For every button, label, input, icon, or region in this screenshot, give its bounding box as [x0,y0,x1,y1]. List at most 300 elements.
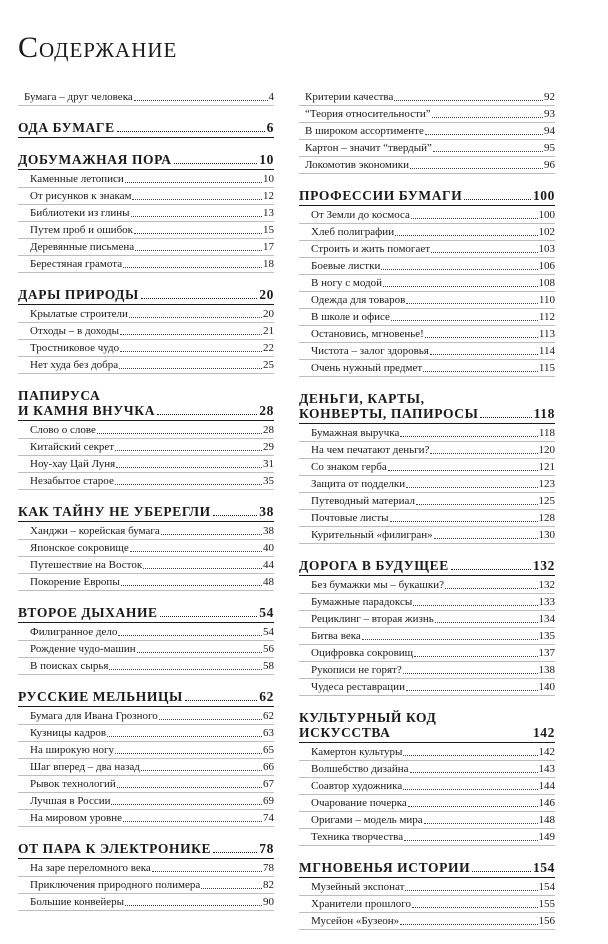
page-title: Содержание [18,31,178,64]
toc-section [18,689,274,827]
dot-leader [425,134,543,135]
toc-entry[interactable] [18,323,274,340]
section-title: ДОБУМАЖНАЯ ПОРА [18,152,172,167]
entry-title: В поисках сырья [30,660,109,672]
toc-entry[interactable] [18,658,274,675]
toc-entry[interactable] [299,795,555,812]
entry-page-number: 100 [538,209,555,221]
entry-page-number: 96 [544,159,555,171]
toc-entry[interactable] [18,759,274,776]
toc-section [18,605,274,675]
section-title: КАК ТАЙНУ НЕ УБЕРЕГЛИ [18,504,211,519]
entry-page-number: 40 [263,542,274,554]
section-heading[interactable] [18,504,274,522]
entry-page-number: 128 [538,512,555,524]
toc-section [18,504,274,591]
entry-title: Крылатые строители [30,308,128,320]
entry-page-number: 142 [538,746,555,758]
toc-entry[interactable] [18,540,274,557]
toc-entry[interactable] [299,241,555,258]
toc-entry[interactable] [299,744,555,761]
dot-leader [413,605,537,606]
dot-leader [394,100,543,101]
toc-entry[interactable] [299,123,555,140]
entry-title: Большие конвейеры [30,896,125,908]
section-title: ПРОФЕССИИ БУМАГИ [299,188,463,203]
toc-entry[interactable] [18,439,274,456]
entry-title: Мусейон «Бузеон» [311,915,400,927]
entry-title: Защита от подделки [311,478,406,490]
dot-leader [161,534,262,535]
section-page-number: 20 [259,287,274,302]
toc-entry[interactable] [18,860,274,877]
entry-page-number: 63 [263,727,274,739]
toc-entry[interactable] [299,879,555,896]
dot-leader [132,199,262,200]
toc-entry[interactable] [18,742,274,759]
entry-page-number: 140 [538,681,555,693]
section-title: ДЕНЬГИ, КАРТЫ, КОНВЕРТЫ, ПАПИРОСЫ [299,391,479,421]
toc-entry[interactable] [18,456,274,473]
toc-entry[interactable] [18,557,274,574]
entry-title: Тростниковое чудо [30,342,120,354]
entry-title: Хлеб полиграфии [311,226,395,238]
dot-leader [130,551,262,552]
entry-page-number: 135 [538,630,555,642]
entry-title: “Теория относительности” [305,108,431,120]
toc-section [299,710,555,846]
toc-entry[interactable] [299,913,555,930]
section-page-number: 10 [259,152,274,167]
entry-page-number: 143 [538,763,555,775]
entry-page-number: 125 [538,495,555,507]
toc-entry[interactable] [299,292,555,309]
entry-page-number: 78 [263,862,274,874]
toc-entry[interactable] [18,725,274,742]
entry-title: Слово о слове [30,424,96,436]
toc-entry[interactable] [299,442,555,459]
section-title: ОТ ПАРА К ЭЛЕКТРОНИКЕ [18,841,212,856]
dot-leader [400,924,537,925]
toc-entry[interactable] [299,778,555,795]
toc-section [299,188,555,377]
dot-leader [445,588,538,589]
toc-entry[interactable] [18,256,274,273]
entry-title: Оригами – модель мира [311,814,423,826]
toc-section [299,558,555,696]
entry-title: Ноу-хау Цай Луня [30,458,116,470]
dot-leader [213,852,257,853]
section-heading[interactable] [299,558,555,576]
entry-page-number: 29 [263,441,274,453]
toc-entry[interactable] [299,224,555,241]
section-page-number: 132 [532,558,555,573]
entry-title: Почтовые листы [311,512,389,524]
section-title: ОДА БУМАГЕ [18,120,115,135]
dot-leader [472,871,531,872]
toc-entry[interactable] [18,793,274,810]
dot-leader [405,890,537,891]
entry-page-number: 44 [263,559,274,571]
dot-leader [423,371,538,372]
toc-entry[interactable] [299,594,555,611]
entry-title: От Земли до космоса [311,209,410,221]
toc-entry[interactable] [299,896,555,913]
entry-title: Бумага – друг человека [24,91,133,103]
toc-entry[interactable] [299,459,555,476]
section-heading[interactable] [18,152,274,170]
entry-page-number: 130 [538,529,555,541]
entry-page-number: 20 [263,308,274,320]
entry-title: Рождение чудо-машин [30,643,136,655]
toc-entry[interactable] [299,510,555,527]
section-heading[interactable] [18,689,274,707]
entry-title: Берестяная грамота [30,258,123,270]
entry-title: Приключения природного полимера [30,879,201,891]
entry-page-number: 17 [263,241,274,253]
toc-entry[interactable] [18,473,274,490]
entry-page-number: 112 [538,311,555,323]
toc-entry[interactable] [18,222,274,239]
toc-entry[interactable] [18,89,274,106]
entry-page-number: 103 [538,243,555,255]
dot-leader [111,804,262,805]
entry-title: Покорение Европы [30,576,120,588]
toc-entry[interactable] [299,812,555,829]
toc-entry[interactable] [299,343,555,360]
toc-entry[interactable] [18,357,274,374]
entry-title: На мировом уровне [30,812,123,824]
entry-page-number: 108 [538,277,555,289]
entry-page-number: 137 [538,647,555,659]
toc-entry[interactable] [18,205,274,222]
entry-page-number: 156 [538,915,555,927]
toc-entry[interactable] [18,171,274,188]
toc-section [18,388,274,490]
entry-title: Библиотеки из глины [30,207,130,219]
section-title: КУЛЬТУРНЫЙ КОД ИСКУССТВА [299,710,437,740]
entry-page-number: 13 [263,207,274,219]
dot-leader [201,888,262,889]
section-page-number: 54 [259,605,274,620]
entry-title: Чудеса реставрации [311,681,405,693]
toc-section [18,152,274,273]
dot-leader [406,303,538,304]
dot-leader [411,218,538,219]
section-title: МГНОВЕНЬЯ ИСТОРИИ [299,860,471,875]
section-page-number: 118 [533,406,555,421]
section-title: РУССКИЕ МЕЛЬНИЦЫ [18,689,183,704]
dot-leader [406,690,538,691]
dot-leader [430,453,537,454]
entry-title: От рисунков к знакам [30,190,132,202]
entry-title: Китайский секрет [30,441,115,453]
section-heading[interactable] [18,605,274,623]
toc-entry[interactable] [299,611,555,628]
dot-leader [412,907,538,908]
dot-leader [430,354,538,355]
dot-leader [115,484,262,485]
entry-page-number: 132 [538,579,555,591]
section-page-number: 154 [532,860,555,875]
entry-title: Лучшая в России [30,795,111,807]
entry-title: Кузницы кадров [30,727,107,739]
dot-leader [125,182,262,183]
entry-title: Рециклинг – вторая жизнь [311,613,434,625]
dot-leader [480,417,531,418]
entry-page-number: 65 [263,744,274,756]
entry-title: Ханджи – корейская бумага [30,525,160,537]
entry-page-number: 93 [544,108,555,120]
dot-leader [118,635,262,636]
entry-page-number: 48 [263,576,274,588]
dot-leader [362,639,538,640]
entry-title: Рукописи не горят? [311,664,402,676]
toc-entry[interactable] [18,340,274,357]
entry-page-number: 67 [263,778,274,790]
entry-page-number: 94 [544,125,555,137]
dot-leader [434,538,538,539]
dot-leader [403,755,537,756]
entry-page-number: 154 [538,881,555,893]
entry-title: Со знаком герба [311,461,387,473]
entry-title: На широкую ногу [30,744,114,756]
entry-page-number: 121 [538,461,555,473]
toc-entry[interactable] [299,761,555,778]
entry-page-number: 54 [263,626,274,638]
entry-title: Деревянные письмена [30,241,135,253]
toc-entry[interactable] [299,679,555,696]
entry-page-number: 106 [538,260,555,272]
dot-leader [137,652,262,653]
entry-page-number: 134 [538,613,555,625]
entry-title: Строить и жить помогает [311,243,431,255]
dot-leader [403,789,537,790]
toc-entry[interactable] [18,776,274,793]
dot-leader [451,569,531,570]
toc-entry[interactable] [299,493,555,510]
dot-leader [400,436,538,437]
dot-leader [406,487,537,488]
dot-leader [464,199,531,200]
dot-leader [121,585,262,586]
toc-entry[interactable] [299,309,555,326]
entry-page-number: 35 [263,475,274,487]
dot-leader [141,770,262,771]
entry-title: Музейный экспонат [311,881,405,893]
dot-leader [119,368,262,369]
entry-page-number: 21 [263,325,274,337]
toc-entry[interactable] [299,326,555,343]
section-title: ПАПИРУСА И КАМНЯ ВНУЧКА [18,388,156,418]
entry-title: Камертон культуры [311,746,403,758]
entry-page-number: 120 [538,444,555,456]
entry-page-number: 25 [263,359,274,371]
entry-title: В школе и офисе [311,311,390,323]
toc-entry[interactable] [18,188,274,205]
entry-title: Чистота – залог здоровья [311,345,429,357]
entry-page-number: 95 [544,142,555,154]
entry-page-number: 74 [263,812,274,824]
dot-leader [425,337,538,338]
dot-leader [391,320,538,321]
entry-page-number: 69 [263,795,274,807]
dot-leader [115,450,262,451]
toc-entry[interactable] [18,708,274,725]
entry-title: Путеводный материал [311,495,415,507]
toc-entry[interactable] [18,574,274,591]
entry-title: Отходы – в доходы [30,325,120,337]
dot-leader [135,250,262,251]
toc-entry[interactable] [299,662,555,679]
section-heading[interactable] [299,710,555,743]
toc-column-left [18,89,274,925]
entry-title: Техника творчества [311,831,404,843]
section-heading[interactable] [18,120,274,138]
toc-entry[interactable] [299,476,555,493]
entry-page-number: 62 [263,710,274,722]
entry-page-number: 22 [263,342,274,354]
dot-leader [383,286,538,287]
toc-entry[interactable] [299,645,555,662]
toc-section [299,391,555,544]
toc-entry[interactable] [18,641,274,658]
section-page-number: 6 [266,120,274,135]
section-heading[interactable] [18,287,274,305]
toc-entry[interactable] [299,157,555,174]
toc-entry[interactable] [18,306,274,323]
entry-page-number: 118 [538,427,555,439]
toc-entry[interactable] [299,425,555,442]
toc-entry[interactable] [18,894,274,911]
toc-section [299,860,555,930]
entry-page-number: 10 [263,173,274,185]
toc-entry[interactable] [299,106,555,123]
entry-title: Одежда для товаров [311,294,406,306]
toc-entry[interactable] [299,360,555,377]
toc-section [18,120,274,138]
toc-entry[interactable] [18,624,274,641]
toc-entry[interactable] [18,810,274,827]
dot-leader [160,616,258,617]
entry-title: Незабытое старое [30,475,114,487]
dot-leader [123,821,262,822]
entry-page-number: 102 [538,226,555,238]
entry-page-number: 110 [538,294,555,306]
entry-title: Курительный «филигран» [311,529,433,541]
toc-column-right [299,89,555,944]
entry-title: На заре переломного века [30,862,151,874]
entry-title: Японское сокровище [30,542,129,554]
dot-leader [134,100,268,101]
section-title: ВТОРОЕ ДЫХАНИЕ [18,605,158,620]
entry-page-number: 138 [538,664,555,676]
dot-leader [404,840,537,841]
entry-title: Нет худа без добра [30,359,119,371]
entry-title: Локомотив экономики [305,159,409,171]
dot-leader [107,736,262,737]
section-title: ДОРОГА В БУДУЩЕЕ [299,558,449,573]
dot-leader [410,168,543,169]
entry-title: Очень нужный предмет [311,362,423,374]
section-heading[interactable] [299,188,555,206]
entry-title: Остановись, мгновенье! [311,328,424,340]
entry-title: Хранители прошлого [311,898,411,910]
toc-entry[interactable] [18,877,274,894]
entry-page-number: 58 [263,660,274,672]
entry-title: Очарование почерка [311,797,407,809]
entry-page-number: 66 [263,761,274,773]
dot-leader [390,521,538,522]
toc-section [18,89,274,106]
entry-page-number: 123 [538,478,555,490]
entry-title: В широком ассортименте [305,125,424,137]
toc-entry[interactable] [299,628,555,645]
dot-leader [97,433,262,434]
toc-entry[interactable] [299,258,555,275]
toc-entry[interactable] [18,239,274,256]
dot-leader [152,871,262,872]
entry-page-number: 133 [538,596,555,608]
section-heading[interactable] [18,388,274,421]
dot-leader [120,334,262,335]
dot-leader [185,700,257,701]
toc-entry[interactable] [299,275,555,292]
dot-leader [410,772,538,773]
toc-entry[interactable] [299,89,555,106]
entry-page-number: 56 [263,643,274,655]
entry-title: Путешествие на Восток [30,559,143,571]
entry-title: Волшебство дизайна [311,763,409,775]
section-heading[interactable] [299,391,555,424]
entry-page-number: 15 [263,224,274,236]
toc-entry[interactable] [299,207,555,224]
dot-leader [159,719,262,720]
toc-entry[interactable] [18,523,274,540]
toc-entry[interactable] [18,422,274,439]
dot-leader [388,470,538,471]
entry-title: Критерии качества [305,91,394,103]
dot-leader [157,414,257,415]
toc-entry[interactable] [299,527,555,544]
section-heading[interactable] [299,860,555,878]
dot-leader [395,235,537,236]
entry-title: В ногу с модой [311,277,382,289]
entry-page-number: 148 [538,814,555,826]
toc-entry[interactable] [299,140,555,157]
entry-page-number: 82 [263,879,274,891]
entry-title: Путем проб и ошибок [30,224,134,236]
entry-page-number: 90 [263,896,274,908]
entry-title: Шаг вперед – два назад [30,761,140,773]
entry-title: На чем печатают деньги? [311,444,430,456]
entry-title: Каменные летописи [30,173,124,185]
section-page-number: 38 [259,504,274,519]
entry-title: Без бумажки мы – букашки? [311,579,444,591]
entry-title: Картон – значит “твердый” [305,142,432,154]
dot-leader [213,515,258,516]
toc-entry[interactable] [299,829,555,846]
dot-leader [131,216,262,217]
entry-page-number: 92 [544,91,555,103]
entry-page-number: 18 [263,258,274,270]
section-page-number: 142 [532,725,555,740]
section-heading[interactable] [18,841,274,859]
entry-page-number: 28 [263,424,274,436]
entry-page-number: 4 [268,91,274,103]
section-page-number: 62 [259,689,274,704]
toc-entry[interactable] [299,577,555,594]
